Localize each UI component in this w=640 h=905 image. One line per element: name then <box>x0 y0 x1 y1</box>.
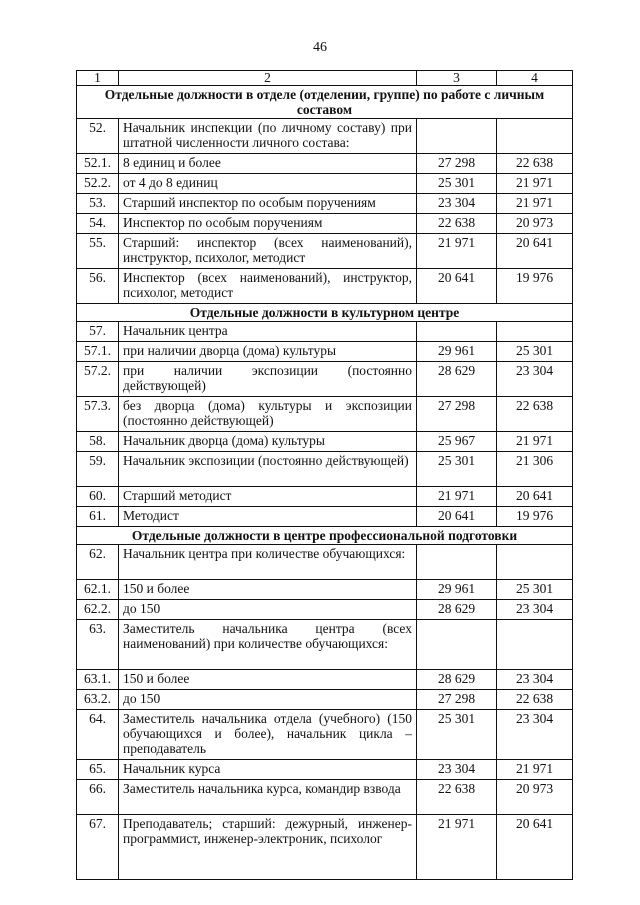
table-row <box>77 780 573 815</box>
position-name: Заместитель начальника отдела (учебного) (150 обучающихся и более), начальник цикла – преподаватель <box>119 710 417 760</box>
value-col-3: 25 967 <box>417 432 497 452</box>
row-number: 57.3. <box>77 397 119 432</box>
value-col-4: 22 638 <box>497 690 573 710</box>
table-row <box>77 362 573 397</box>
value-col-4: 23 304 <box>497 362 573 397</box>
position-name: Начальник центра при количестве обучающихся: <box>119 545 417 580</box>
value-col-4: 20 973 <box>497 214 573 234</box>
position-name: Инспектор по особым поручениям <box>119 214 417 234</box>
section-title: Отдельные должности в центре профессиональной подготовки <box>77 527 573 545</box>
row-number: 61. <box>77 507 119 527</box>
value-col-4: 20 641 <box>497 815 573 880</box>
value-col-4: 21 971 <box>497 760 573 780</box>
table-row <box>77 600 573 620</box>
value-col-4: 23 304 <box>497 600 573 620</box>
position-name: при наличии экспозиции (постоянно действующей) <box>119 362 417 397</box>
row-number: 63.1. <box>77 670 119 690</box>
section-title: Отдельные должности в отделе (отделении, группе) по работе с личным составом <box>77 86 573 119</box>
position-name: Старший: инспектор (всех наименований), инструктор, психолог, методист <box>119 234 417 269</box>
table-row <box>77 432 573 452</box>
table-row <box>77 322 573 342</box>
row-number: 52.2. <box>77 174 119 194</box>
position-name: Начальник дворца (дома) культуры <box>119 432 417 452</box>
table-row <box>77 487 573 507</box>
value-col-4: 19 976 <box>497 507 573 527</box>
position-name: Начальник курса <box>119 760 417 780</box>
position-name: 150 и более <box>119 580 417 600</box>
table-row <box>77 690 573 710</box>
value-col-3: 20 641 <box>417 507 497 527</box>
value-col-3: 25 301 <box>417 174 497 194</box>
row-number: 63.2. <box>77 690 119 710</box>
value-col-4: 21 971 <box>497 194 573 214</box>
row-number: 55. <box>77 234 119 269</box>
value-col-3: 27 298 <box>417 397 497 432</box>
value-col-3: 27 298 <box>417 154 497 174</box>
position-name: Инспектор (всех наименований), инструктор, психолог, методист <box>119 269 417 304</box>
value-col-4: 20 641 <box>497 487 573 507</box>
value-col-3: 21 971 <box>417 487 497 507</box>
value-col-3: 28 629 <box>417 600 497 620</box>
value-col-3: 20 641 <box>417 269 497 304</box>
section-title: Отдельные должности в культурном центре <box>77 304 573 322</box>
table-row <box>77 214 573 234</box>
table-row <box>77 194 573 214</box>
value-col-3: 28 629 <box>417 670 497 690</box>
row-number: 62.2. <box>77 600 119 620</box>
row-number: 54. <box>77 214 119 234</box>
row-number: 52. <box>77 119 119 154</box>
position-name: Старший инспектор по особым поручениям <box>119 194 417 214</box>
table-row <box>77 342 573 362</box>
value-col-3: 21 971 <box>417 815 497 880</box>
row-number: 67. <box>77 815 119 880</box>
value-col-3: 23 304 <box>417 760 497 780</box>
page-number: 46 <box>313 40 327 55</box>
row-number: 64. <box>77 710 119 760</box>
value-col-4 <box>497 545 573 580</box>
value-col-3: 22 638 <box>417 214 497 234</box>
header-col-1: 1 <box>77 71 119 86</box>
position-name: при наличии дворца (дома) культуры <box>119 342 417 362</box>
value-col-3: 27 298 <box>417 690 497 710</box>
position-name: Начальник инспекции (по личному составу) при штатной численности личного состава: <box>119 119 417 154</box>
row-number: 57.2. <box>77 362 119 397</box>
value-col-4: 21 306 <box>497 452 573 487</box>
value-col-4: 21 971 <box>497 432 573 452</box>
value-col-3 <box>417 545 497 580</box>
section-row <box>77 304 573 322</box>
value-col-4: 20 973 <box>497 780 573 815</box>
position-name: до 150 <box>119 600 417 620</box>
position-name: 8 единиц и более <box>119 154 417 174</box>
value-col-4: 22 638 <box>497 154 573 174</box>
table-row <box>77 154 573 174</box>
table-row <box>77 269 573 304</box>
position-name: от 4 до 8 единиц <box>119 174 417 194</box>
row-number: 63. <box>77 620 119 670</box>
table-row <box>77 234 573 269</box>
table-row <box>77 174 573 194</box>
row-number: 62. <box>77 545 119 580</box>
value-col-4: 20 641 <box>497 234 573 269</box>
position-name: Преподаватель; старший: дежурный, инженер-программист, инженер-электроник, психолог <box>119 815 417 880</box>
position-name: до 150 <box>119 690 417 710</box>
header-col-4: 4 <box>497 71 573 86</box>
row-number: 58. <box>77 432 119 452</box>
table-row <box>77 452 573 487</box>
position-name: 150 и более <box>119 670 417 690</box>
header-row <box>77 71 573 86</box>
value-col-3: 21 971 <box>417 234 497 269</box>
value-col-4: 22 638 <box>497 397 573 432</box>
table-row <box>77 119 573 154</box>
value-col-3: 22 638 <box>417 780 497 815</box>
value-col-3: 25 301 <box>417 710 497 760</box>
value-col-4: 21 971 <box>497 174 573 194</box>
row-number: 57.1. <box>77 342 119 362</box>
value-col-3: 29 961 <box>417 580 497 600</box>
position-name: Методист <box>119 507 417 527</box>
value-col-4: 19 976 <box>497 269 573 304</box>
row-number: 52.1. <box>77 154 119 174</box>
value-col-4 <box>497 322 573 342</box>
value-col-4: 25 301 <box>497 580 573 600</box>
row-number: 53. <box>77 194 119 214</box>
position-name: без дворца (дома) культуры и экспозиции (постоянно действующей) <box>119 397 417 432</box>
row-number: 65. <box>77 760 119 780</box>
header-col-2: 2 <box>119 71 417 86</box>
row-number: 66. <box>77 780 119 815</box>
row-number: 60. <box>77 487 119 507</box>
position-name: Заместитель начальника центра (всех наименований) при количестве обучающихся: <box>119 620 417 670</box>
table-row <box>77 580 573 600</box>
value-col-3: 25 301 <box>417 452 497 487</box>
section-row <box>77 527 573 545</box>
table-row <box>77 620 573 670</box>
table-row <box>77 397 573 432</box>
table-row <box>77 710 573 760</box>
salary-table <box>76 70 573 880</box>
value-col-3: 28 629 <box>417 362 497 397</box>
value-col-4 <box>497 119 573 154</box>
table-row <box>77 815 573 880</box>
value-col-3: 29 961 <box>417 342 497 362</box>
position-name: Начальник экспозиции (постоянно действующей) <box>119 452 417 487</box>
table-row <box>77 760 573 780</box>
value-col-3 <box>417 620 497 670</box>
header-col-3: 3 <box>417 71 497 86</box>
table-row <box>77 507 573 527</box>
value-col-4 <box>497 620 573 670</box>
position-name: Старший методист <box>119 487 417 507</box>
row-number: 59. <box>77 452 119 487</box>
row-number: 62.1. <box>77 580 119 600</box>
table-row <box>77 670 573 690</box>
value-col-4: 23 304 <box>497 710 573 760</box>
row-number: 56. <box>77 269 119 304</box>
table-row <box>77 545 573 580</box>
section-row <box>77 86 573 119</box>
position-name: Заместитель начальника курса, командир взвода <box>119 780 417 815</box>
value-col-4: 25 301 <box>497 342 573 362</box>
value-col-3 <box>417 119 497 154</box>
row-number: 57. <box>77 322 119 342</box>
table-body <box>77 71 573 880</box>
value-col-3: 23 304 <box>417 194 497 214</box>
value-col-3 <box>417 322 497 342</box>
position-name: Начальник центра <box>119 322 417 342</box>
value-col-4: 23 304 <box>497 670 573 690</box>
